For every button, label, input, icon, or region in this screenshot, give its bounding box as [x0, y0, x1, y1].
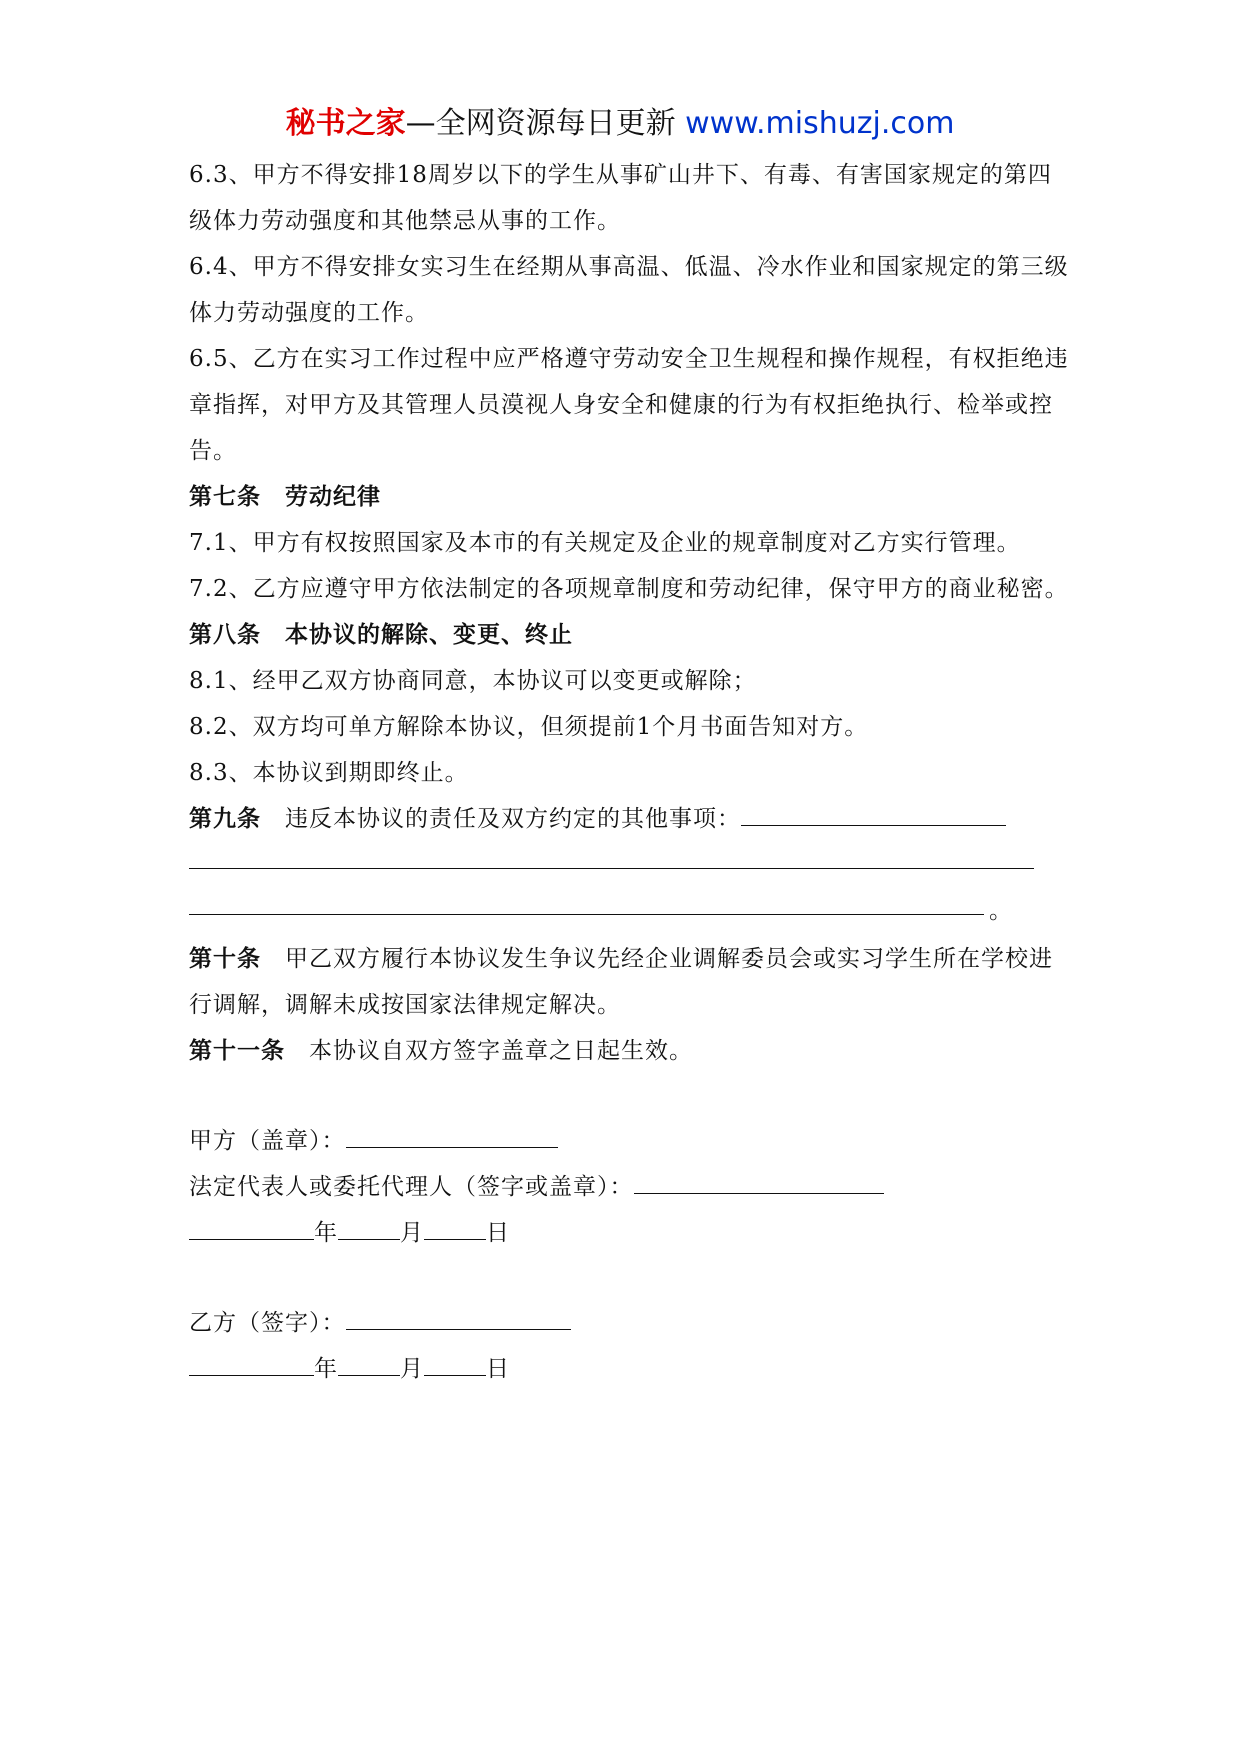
article-10-text: 甲乙双方履行本协议发生争议先经企业调解委员会或实习学生所在学校进行调解，调解未成按国家法律规定解决。: [189, 946, 1053, 1018]
party-b-signature-field[interactable]: [346, 1307, 571, 1330]
party-a-day-field[interactable]: [424, 1217, 486, 1240]
legal-rep-signature-row: [189, 1164, 1069, 1210]
party-a-date-row: [189, 1210, 1069, 1256]
article-9-period: 。: [989, 898, 1012, 924]
party-b-day-field[interactable]: [424, 1353, 486, 1376]
article-11-label: 第十一条: [189, 1038, 285, 1064]
party-a-seal-field[interactable]: [346, 1125, 558, 1148]
article-11: [189, 1028, 1069, 1074]
article-9-blank-1[interactable]: [741, 803, 1006, 826]
clause-7-1: 7.1、甲方有权按照国家及本市的有关规定及企业的规章制度对乙方实行管理。: [189, 530, 1021, 556]
article-9-label: 第九条: [189, 806, 261, 832]
article-10: [189, 936, 1069, 1028]
day-label: 日: [486, 1220, 510, 1246]
article-9-blank-row-2: [189, 842, 1069, 888]
party-b-date-row: [189, 1346, 1069, 1392]
legal-rep-signature-field[interactable]: [634, 1171, 884, 1194]
document-body: [189, 152, 1069, 1392]
article-9: [189, 796, 1069, 842]
party-b-year-field[interactable]: [189, 1353, 314, 1376]
article-9-blank-row-3: [189, 888, 1069, 934]
party-b-signature-row: [189, 1300, 1069, 1346]
article-9-blank-2[interactable]: [189, 846, 1034, 869]
party-b-label: 乙方（签字）：: [189, 1310, 346, 1336]
brand-name: 秘书之家: [285, 106, 406, 141]
clause-6-4: 6.4、甲方不得安排女实习生在经期从事高温、低温、冷水作业和国家规定的第三级体力劳动强度的工作。: [189, 254, 1069, 326]
site-header: [0, 104, 1240, 144]
clause-8-2: 8.2、双方均可单方解除本协议，但须提前1个月书面告知对方。: [189, 714, 869, 740]
spacer: [189, 1074, 1069, 1118]
article-7-heading: 第七条 劳动纪律: [189, 484, 381, 510]
article-9-blank-3[interactable]: [189, 892, 984, 915]
clause-8-1: 8.1、经甲乙双方协商同意，本协议可以变更或解除；: [189, 668, 757, 694]
year-label: 年: [314, 1356, 338, 1382]
party-a-year-field[interactable]: [189, 1217, 314, 1240]
spacer: [189, 1256, 1069, 1300]
party-a-label: 甲方（盖章）：: [189, 1128, 346, 1154]
article-9-text: 违反本协议的责任及双方约定的其他事项：: [285, 806, 741, 832]
clause-8-3: 8.3、本协议到期即终止。: [189, 760, 469, 786]
day-label: 日: [486, 1356, 510, 1382]
clause-7-2: 7.2、乙方应遵守甲方依法制定的各项规章制度和劳动纪律，保守甲方的商业秘密。: [189, 576, 1069, 602]
party-a-signature-row: [189, 1118, 1069, 1164]
header-slogan: —全网资源每日更新: [405, 106, 676, 141]
article-10-label: 第十条: [189, 946, 261, 972]
month-label: 月: [400, 1220, 424, 1246]
party-b-month-field[interactable]: [338, 1353, 400, 1376]
year-label: 年: [314, 1220, 338, 1246]
article-11-text: 本协议自双方签字盖章之日起生效。: [309, 1038, 693, 1064]
month-label: 月: [400, 1356, 424, 1382]
clause-6-5: 6.5、乙方在实习工作过程中应严格遵守劳动安全卫生规程和操作规程，有权拒绝违章指挥，对甲方及其管理人员漠视人身安全和健康的行为有权拒绝执行、检举或控告。: [189, 346, 1069, 464]
party-a-month-field[interactable]: [338, 1217, 400, 1240]
legal-rep-label: 法定代表人或委托代理人（签字或盖章）：: [189, 1174, 634, 1200]
article-8-heading: 第八条 本协议的解除、变更、终止: [189, 622, 573, 648]
site-url-link[interactable]: www.mishuzj.com: [685, 106, 955, 141]
clause-6-3: 6.3、甲方不得安排18周岁以下的学生从事矿山井下、有毒、有害国家规定的第四级体力劳动强度和其他禁忌从事的工作。: [189, 162, 1052, 234]
